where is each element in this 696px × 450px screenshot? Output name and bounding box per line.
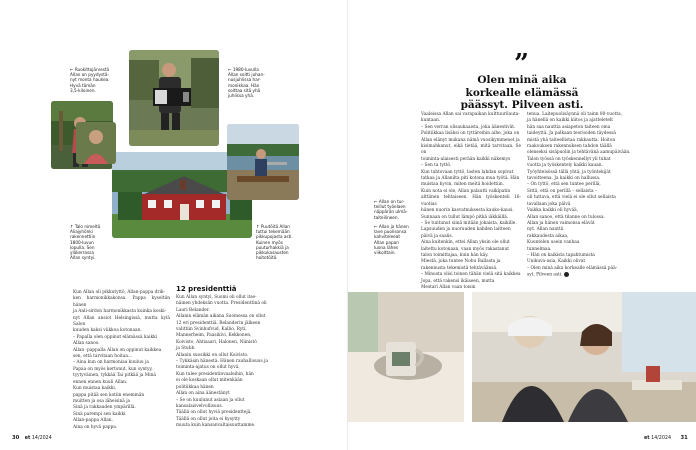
text-line: rakennusta tekemistä tehtäväänsä. [421,265,498,271]
page-number: 31 [680,435,688,441]
folio-right [644,435,688,441]
text-line: tunnelmaa. [527,246,552,252]
text-line: Jopa, että rakensi ikäiseen, mutta [421,278,495,284]
caption-accordion [70,67,120,93]
right-page [348,0,696,450]
caption-line: monikkaa. Hän [228,82,260,88]
caption-line: pikkukasausten [256,250,289,256]
caption-line: lopulla. Sen [70,244,95,250]
pull-quote: Olen minä aika korkealle elämässä päässyt. Pilveen asti. [460,74,584,111]
text-line: – Papalla olen oppinut elämässä kaikki [73,334,158,340]
page-number: 30 [12,435,20,441]
text-line: – Se on kuulunut asiaan ja ollut [176,397,245,403]
text-line: – Se tuntunut siinä mitään jokaista, kaikille. [421,220,517,226]
text-line: – Sen verran olisaukaaista, joka äänestivät. [421,124,516,130]
end-mark-icon [564,272,569,277]
caption-beach [374,199,414,220]
text-line: Allan ja hänen vaimonsa elävät [527,220,595,226]
quote-mark-icon: ” [514,49,529,79]
caption-line: kahviteleeat [374,234,400,240]
text-line: Allan-pappa Allan. [73,418,113,424]
caption-line: teillut työelaen [374,204,406,210]
text-line: – Olen minä aika korkealle elämässä pää- [527,265,618,271]
caption-line: Aliajyhönki [70,229,93,235]
text-line: mistä yhä taiteellistaa rakkautta. Hoiton [527,137,616,143]
text-line: ei ole koskaan ollut mitenkään [176,378,243,384]
caption-line: nusjuhlissa har- [228,77,261,83]
text-line: rakkaudesta aikaa, [527,233,569,239]
text-line: Allan sanoo. [73,341,100,347]
caption-fishing [228,67,280,98]
caption-line: ← Ruokittojärvestä [70,67,110,72]
folio-left [12,435,52,441]
text-line: Vaaleissa Allan sai varapaikan kulttuurilauta- [421,112,520,117]
article-column-right-1 [421,112,521,291]
text-line: raakouksen rakennuksen tahdon täällä [527,144,612,150]
section-heading: 12 presidenttiä [176,285,237,293]
text-line: toiminta-ajatus on ollut hyvä. [176,365,240,371]
caption-line: Allan on pyydystä- [70,72,109,78]
text-line: – Sen ta tyttö. [421,163,452,169]
text-line: Unikuva-asia, Kaikki olivat [527,259,586,265]
article-column-left-2 [176,285,279,430]
text-line: Vaikka kaikki oli hyvää, [527,208,579,214]
text-line: ja hänellä on kaikki kiitos ja ajatteletelt [527,118,614,124]
text-line: ja Stubb. [176,346,196,352]
article-column-left-1 [73,290,170,431]
text-line: Työyhteisössä tällä yhtä, ja työntekijät [527,169,611,175]
text-line: ennen ennen kuuli Allan. [73,379,128,385]
caption-line: soittaa sitä yhä [228,87,261,93]
caption-line: näppärän ulmä- [374,209,408,215]
text-line: tavallaan joka päivä [527,201,571,207]
mug-photo [348,292,464,422]
text-line: kansalaisvelvollisuus. [176,403,224,409]
text-line: olenseksi sisäpuolin ja tehtävänä aamupäivään. [527,150,631,156]
text-line: Sinä parempi sen kaikki [73,411,126,417]
issue-number: 14/2024 [31,436,52,441]
text-line: – Minusta olisi toinen tähän vielä sitä kaikkea [421,272,521,278]
text-line: – Aina kun on harmoniaa kuuluu ja [73,360,149,366]
text-line: politiikkaa hänen [176,384,214,390]
caption-line: Kuinen myös [256,239,283,245]
text-line: ja Anli-sirdon harmonikkasta kuinka koski- [73,309,167,315]
caption-line: 3,5-kiloinen. [70,87,96,93]
text-line: ken harmonikkakonsa. Pappa kyseltiin hänen [73,296,170,308]
text-line: Sittä, että on perillä – sellaista – [527,188,598,194]
portrait-photo [76,122,116,164]
text-line: muistaa hyvin, miten meitä hoidettiin. [421,182,504,188]
text-line: alttiinen tehtaiseen. Hän työskenteli 16-vuotias [421,195,521,207]
caption-line: luona lähes [374,244,399,250]
caption-line: taiteilineen. [374,214,399,220]
boat-photo [227,124,299,200]
text-line: Täällä on ollut joita ei kysytty [176,416,241,422]
caption-line: ↑ Talo nimeltä [70,224,101,229]
text-line: – On tyttö, että sen tuntee perillä, [527,182,601,188]
text-line: Kuuntelen usein vanhaa [527,240,580,246]
caption-line: puuturhakkiä ja [256,244,289,250]
text-line: Sinä ja rakkauden ympärillä. [73,405,136,411]
text-line: 12 eri presidenttiä. Relanderin jälkeen [176,320,261,326]
text-line: Kun tulee presidentinvaaleihin, hän [176,371,254,377]
text-line: Mannerheim, Paasikivi, Kekkonen, [176,333,252,339]
text-line: tavoitteena. Ja kaikki on hallussa. [527,176,601,182]
caption-house-left [70,224,114,260]
caption-line: ← Allan on tur- [374,199,405,204]
couple-photo [472,292,696,422]
text-line: laitettu kotonaan, vaan myös rakastanut [421,246,509,252]
text-line: talon toimittajaa, kuin hän käy. [421,252,489,258]
text-line: tenua. Laitepuolisäynnä oli tainn 80-vuotta, [527,112,623,117]
caption-line: rakennettiin [70,234,96,240]
text-line: Papaa on myös kertonut, kun syntyy, [73,366,153,372]
text-line: Allan on aina äänestänyt [176,391,230,397]
text-line: nyt. Allan nauttii [527,227,564,233]
text-line: – Hän on kaikista tapahtumista [527,252,595,258]
text-line: nyt Allan ansiot Helsingissä, mutta kylä Salon [73,315,170,328]
text-line: taideyttä. Ja palkaan teorioiden täydessä [527,131,616,137]
caption-line: Allan soitti juhan- [228,72,265,78]
text-line: Allan elänyt mukana nämä vuosikymmenet ja [421,137,520,143]
caption-line: lave puolisonsa [374,229,407,235]
text-line: Lapsuuden ja nuoruuden kahden laitteen [421,227,511,233]
text-line: tyytyväinen, tykkää Tai pitkää ja Minä [73,373,156,379]
caption-line: Allan papan [374,239,399,245]
text-line: Aina on hyvä pappa. [73,424,118,430]
caption-couple [374,224,414,255]
magazine-name: et [24,436,31,441]
caption-line: juhlissa yhä. [228,93,255,99]
text-line: Allan -pappalla Allan on oppinut kaikkea [73,347,162,353]
caption-line: nyt monta haukea. [70,77,110,83]
text-line: – Tykkäsin hänestä. Hänen rauhallisuus ja [176,359,268,365]
text-line: Kuin nota ei ole, Allan palautti valkipatin [421,188,511,194]
caption-line: ← Allan ja hänen [374,224,409,229]
text-line: valittiin Svinhufvud, Kallio, Ryti, [176,327,247,333]
text-line: kuuden kaksi viikkoa kotonaan. [73,328,142,334]
text-line: Mestari Allan vaan toisin [421,284,476,290]
text-line: Sunnaan on tullut lämpö pitkä iäkkäillä. [421,214,509,220]
text-line: Kun muistaa kaikki, [73,386,117,392]
text-line: Allanin elämän aikana Suomessa on ollut [176,314,266,320]
caption-line: yläkerrassa [70,250,94,256]
text-line: toiminta-alaisesti perään kaikki näkemys [421,156,511,162]
text-line: Koivisto, Ahtisaari, Halonen, Niinistö [176,339,257,345]
text-line: Lauri Relander. [176,307,210,313]
text-line: Politiikkaa lisäksi on tyttäreihin aihe, joka on [421,131,520,137]
text-line: Aina kuitenkin, ettei Allan yksin ole ollut [421,240,510,246]
text-line [527,272,631,279]
text-line: näinen yhdeksän vuotta. Presidenttinä oli [176,301,267,307]
text-line: Kun tahtovaan tyttö, lasten lahdan sopivat [421,169,514,175]
caption-line: 1800-luvun [70,239,94,245]
text-line: Kun Allan syntyi, Suomi oli ollut itse- [176,295,257,300]
caption-line: Hyvä tämän [70,82,96,88]
text-fragment: syt. Pilveen asti. [527,272,563,278]
caption-line: viikoittain. [374,250,396,256]
caption-line: tuttui tekemään [256,229,290,235]
text-line: päivä ja saalis. [421,233,453,239]
text-line: Miestä, joka tuntee Nobu Ballasta ja [421,259,501,265]
article-column-right-2 [527,112,631,279]
text-line: pappa pitää sen kotiin enemmän [73,392,145,398]
caption-line: ↑ Puutöitä Allan [256,224,290,229]
text-line: muitten ja osa läheisinä ja [73,398,131,404]
caption-line: ← 1980-luvulla [228,67,259,72]
text-line: Allan sanoo, että tilanne on tulossa. [527,214,605,220]
text-line: Täällä on ollut hyviä presidenttejä. [176,410,252,416]
text-line: sen, että tarvitaan hoitaa... [73,354,132,360]
text-line: Kun Allan oli pikkutyttö, Allan-pappa drik- [73,290,165,295]
text-line: muuta kuin kansanvaltaisuuttamme. [176,423,256,429]
text-line: tatkaa ja Allanilta piti kotona mua työtä. Hän [421,176,520,182]
caption-line: pikkupojasta asti. [256,234,293,240]
text-line: hän saa nauttia asiapeton taiteen oma [527,124,611,130]
caption-house-right [256,224,306,260]
text-line: kisimahkanut, eikä tietää, mitä tarvitaan. Se on [421,144,521,156]
text-line: Allanin suosikki on ollut Koivisto. [176,352,249,358]
text-line: kuntaan. [421,118,441,124]
magazine-name: et [644,436,650,441]
accordion-photo [129,50,219,146]
caption-line: Allan syntyi. [70,255,96,261]
issue-number: 14/2024 [651,436,672,441]
text-line: oli tuttava, että vielä ei ole ollut sellaista [527,195,616,201]
text-line: Talon työssä on työskennellyt yli tuhat [527,156,611,162]
text-line: hänen nuorin kasvatnuksesta kauko-kausi. [421,208,514,214]
caption-line: hoitotöitä. [256,255,278,261]
text-line: vuotta ja työskentely kaikki kauan. [527,163,603,169]
